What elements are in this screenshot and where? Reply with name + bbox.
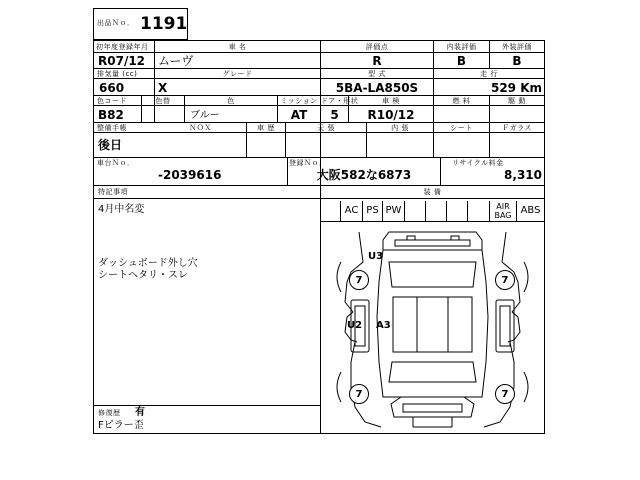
seat-label: シート	[450, 124, 473, 132]
equipment-slot-6	[447, 201, 467, 221]
equipment-ac: AC	[344, 205, 359, 216]
equipment-airbag: AIR BAG	[494, 202, 512, 220]
mileage-value: 529 Km	[490, 81, 542, 95]
notes-line-1: 4月中名変	[98, 204, 145, 215]
mileage-label: 走 行	[480, 70, 498, 78]
color-label: 色	[227, 97, 235, 105]
exterior-grade-value: B	[512, 54, 522, 68]
nox-label: ＮＯＸ	[189, 124, 212, 132]
transmission-label: ミッション	[280, 97, 318, 105]
recycle-fee-value: 8,310	[504, 168, 542, 182]
tire-rear-left: 7	[349, 384, 369, 404]
chassis-value: -2039616	[158, 168, 222, 182]
inspection-value: R10/12	[367, 108, 415, 122]
recycle-fee-label: リサイクル料金	[452, 159, 504, 167]
displacement-label: 排気量 (cc)	[97, 70, 138, 78]
equipment-slot-5	[426, 201, 446, 221]
windshield-label: Ｆガラス	[502, 124, 532, 132]
tire-front-left: 7	[349, 270, 369, 290]
tire-rear-right: 7	[495, 384, 515, 404]
fuel-label: 燃 料	[452, 97, 471, 105]
transmission-value: AT	[290, 108, 308, 122]
first-registration-value: R07/12	[98, 54, 146, 68]
interior-grade-value: B	[456, 54, 467, 68]
headliner-label: 天 張	[317, 124, 335, 132]
color-code-value: B82	[98, 108, 124, 122]
plate-label: 登録Ｎｏ．	[289, 159, 327, 167]
equipment-slot-7	[468, 201, 489, 221]
model-code-value: 5BA-LA850S	[335, 81, 419, 95]
first-registration-label: 初年度登録年月	[96, 43, 149, 51]
interior-trim-label: 内 張	[391, 124, 409, 132]
service-book-value: 後日	[98, 138, 123, 152]
equipment-label: 装 備	[423, 188, 442, 196]
repair-history-note: Fピラー歪	[98, 420, 144, 431]
car-name-label: 車 名	[228, 43, 247, 51]
displacement-value: 660	[99, 81, 125, 95]
drive-label: 駆 動	[508, 97, 526, 105]
lot-number: 1191	[140, 14, 188, 34]
equipment-ps: PS	[366, 205, 379, 216]
interior-grade-label: 内装評価	[446, 43, 477, 51]
equipment-abs: ABS	[520, 205, 541, 216]
tire-front-right: 7	[495, 270, 515, 290]
color-change-label: 色替	[155, 97, 171, 105]
equipment-slot-4	[405, 201, 425, 221]
damage-mark-left-side: U2	[347, 320, 363, 331]
score-label: 評価点	[365, 43, 389, 51]
damage-mark-center: A3	[376, 320, 391, 331]
plate-value: 大阪582な6873	[316, 168, 412, 182]
doors-label: ドア・形状	[321, 97, 359, 105]
doors-value: 5	[330, 108, 339, 122]
history-label: 車 歴	[257, 124, 275, 132]
service-book-label: 整備手帳	[97, 124, 127, 132]
notes-line-3: シートヘタリ・スレ	[98, 270, 188, 281]
lot-label: 出品Ｎｏ．	[97, 19, 135, 27]
notes-label: 特記事項	[98, 188, 128, 196]
car-name-value: ムーヴ	[158, 54, 194, 68]
grade-label: グレード	[222, 70, 253, 78]
score-value: R	[372, 54, 382, 68]
color-code-label: 色コード	[97, 97, 127, 105]
grade-value: X	[158, 81, 168, 95]
exterior-grade-label: 外装評価	[502, 43, 532, 51]
chassis-label: 車台Ｎｏ．	[97, 159, 135, 167]
equipment-pw: PW	[385, 205, 402, 216]
notes-line-2: ダッシュボード外し穴	[98, 258, 198, 269]
damage-mark-roof: U3	[368, 251, 384, 262]
model-code-label: 型 式	[368, 70, 386, 78]
color-value: ブルー	[190, 110, 220, 121]
repair-history-value: 有	[135, 407, 145, 418]
repair-history-label: 修復歴	[98, 409, 121, 417]
inspection-label: 車 検	[382, 97, 400, 105]
